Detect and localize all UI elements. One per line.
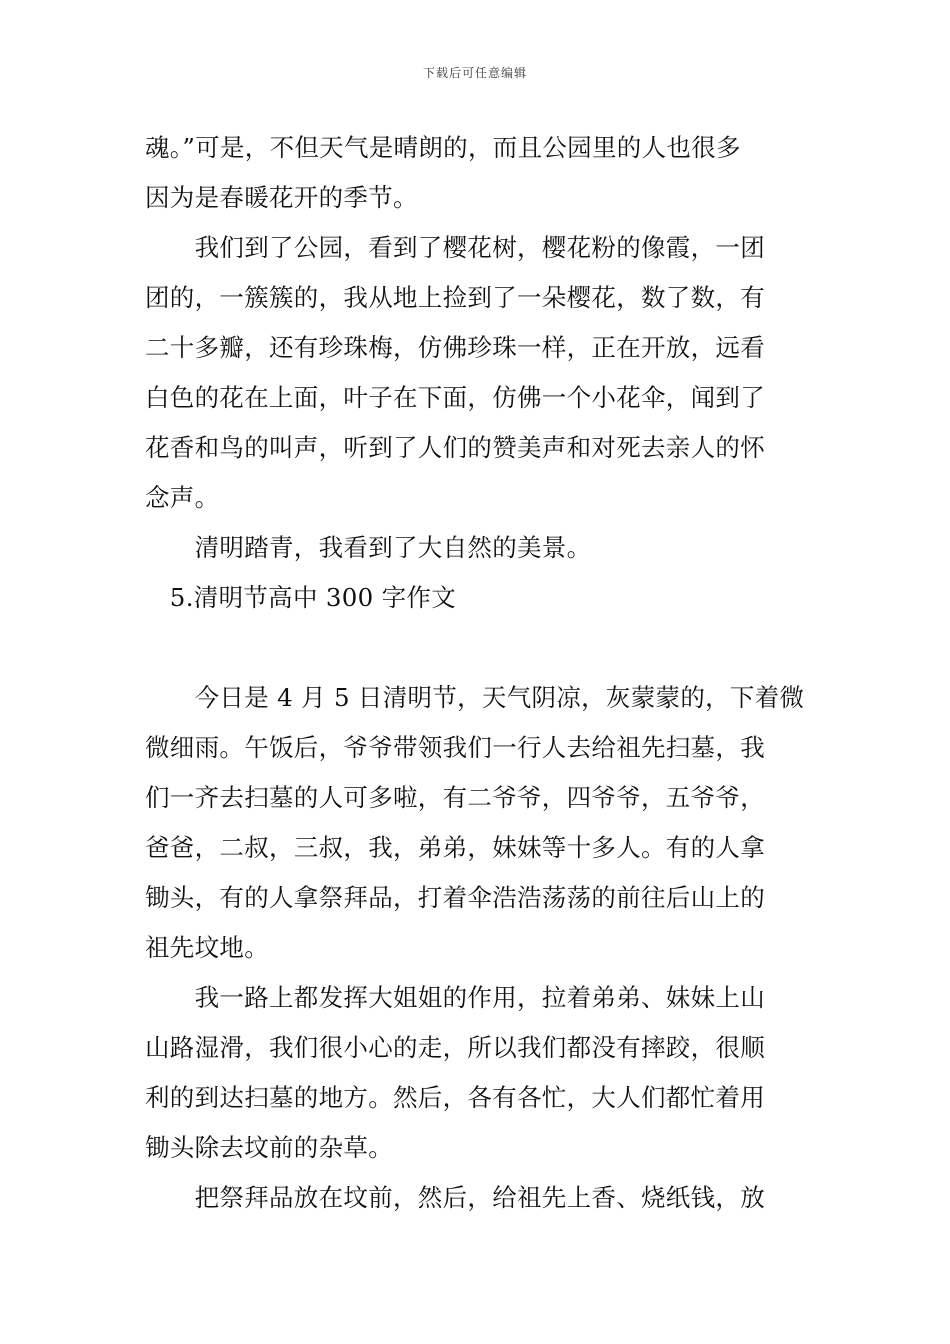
text-line: 们一齐去扫墓的人可多啦，有二爷爷，四爷爷，五爷爷， (145, 783, 765, 812)
text-line: 山路湿滑，我们很小心的走，所以我们都没有摔跤，很顺 (145, 1033, 765, 1062)
text-line: 祖先坟地。 (145, 933, 269, 962)
text-line: 利的到达扫墓的地方。然后，各有各忙，大人们都忙着用 (145, 1083, 765, 1112)
text-line: 团的，一簇簇的，我从地上捡到了一朵樱花，数了数，有 (145, 283, 765, 312)
text-line: 微细雨。午饭后，爷爷带领我们一行人去给祖先扫墓，我 (145, 733, 765, 762)
document-body (145, 123, 810, 1223)
text-line: 因为是春暖花开的季节。 (145, 183, 418, 212)
text-line: 花香和鸟的叫声，听到了人们的赞美声和对死去亲人的怀 (145, 433, 765, 462)
text-line: 我们到了公园，看到了樱花树，樱花粉的像霞，一团 (145, 233, 765, 262)
text-line: 清明踏青，我看到了大自然的美景。 (145, 533, 592, 562)
text-line: 魂。”可是，不但天气是晴朗的，而且公园里的人也很多 (145, 133, 741, 162)
text-line: 把祭拜品放在坟前，然后，给祖先上香、烧纸钱，放 (145, 1183, 765, 1212)
text-line: 二十多瓣，还有珍珠梅，仿佛珍珠一样，正在开放，远看 (145, 333, 765, 362)
blank-line (145, 623, 810, 673)
text-line: 念声。 (145, 483, 220, 512)
text-line: 白色的花在上面，叶子在下面，仿佛一个小花伞，闻到了 (145, 383, 765, 412)
text-line: 爸爸，二叔，三叔，我，弟弟，妹妹等十多人。有的人拿 (145, 833, 765, 862)
text-line: 今日是 4 月 5 日清明节，天气阴凉，灰蒙蒙的，下着微 (145, 683, 805, 712)
section-heading: 5.清明节高中 300 字作文 (145, 583, 457, 612)
text-line: 锄头除去坟前的杂草。 (145, 1133, 393, 1162)
text-line: 我一路上都发挥大姐姐的作用，拉着弟弟、妹妹上山 (145, 983, 765, 1012)
text-line: 锄头，有的人拿祭拜品，打着伞浩浩荡荡的前往后山上的 (145, 883, 765, 912)
page-header: 下载后可任意编辑 (422, 66, 527, 80)
